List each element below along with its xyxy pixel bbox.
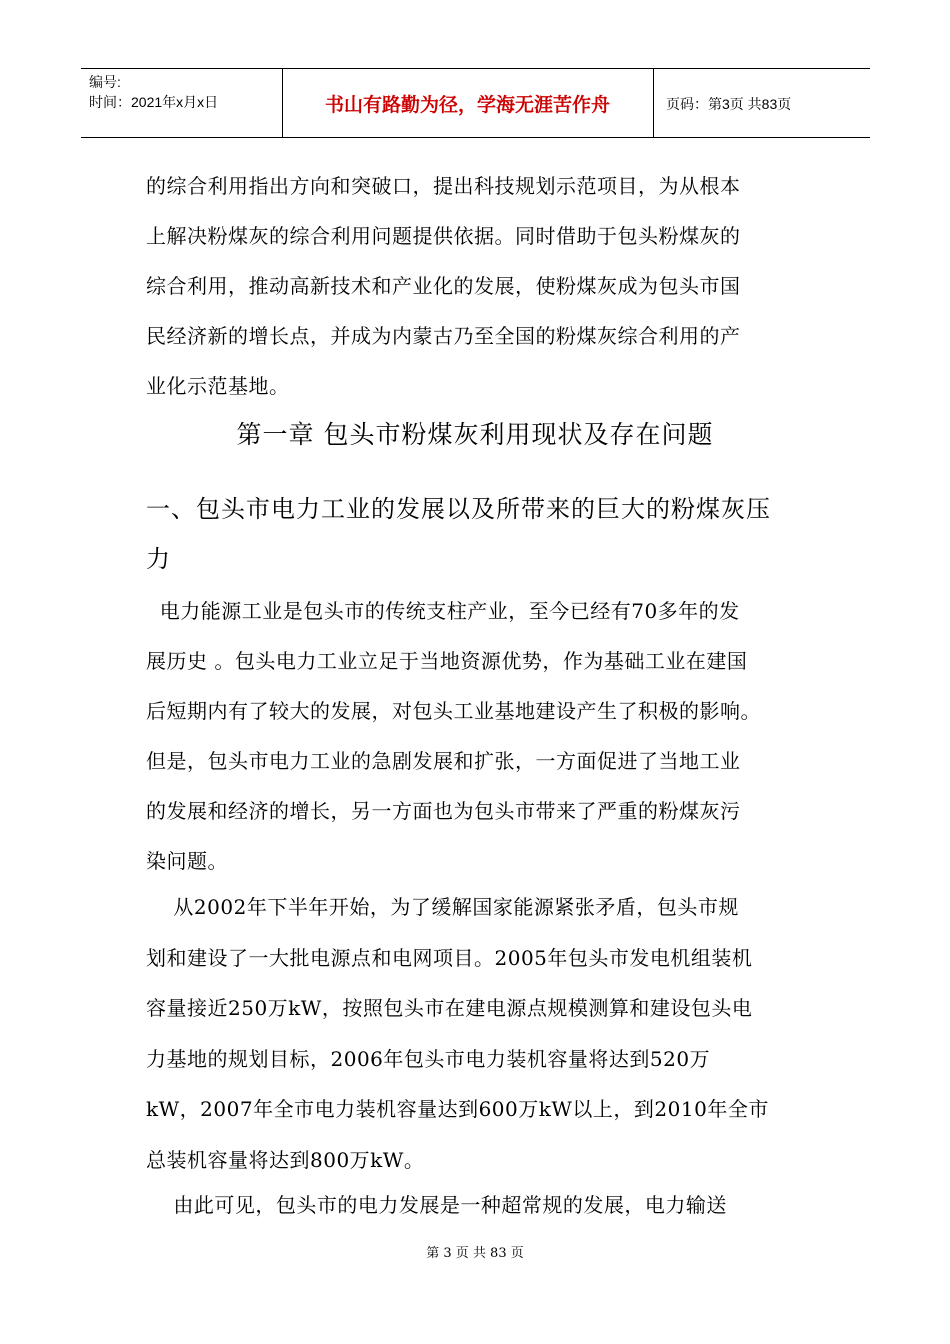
text-line: 综合利用，推动高新技术和产业化的发展，使粉煤灰成为包头市国 — [146, 274, 741, 298]
text-line: 民经济新的增长点，并成为内蒙古乃至全国的粉煤灰综合利用的产 — [146, 324, 741, 348]
paragraph-power-industry — [146, 586, 818, 886]
section-heading — [146, 484, 818, 584]
page-footer: 第 3 页 共 83 页 — [426, 1246, 524, 1261]
text-line: 总装机容量将达到800万kW。 — [146, 1147, 425, 1172]
chapter-title: 第一章 包头市粉煤灰利用现状及存在问题 — [236, 420, 714, 449]
text-line: 上解决粉煤灰的综合利用问题提供依据。同时借助于包头粉煤灰的 — [146, 224, 741, 248]
header-page-info: 页码：第3页 共83页 — [666, 96, 792, 112]
text-line: 由此可见，包头市的电力发展是一种超常规的发展，电力输送 — [146, 1193, 727, 1217]
text-line: 的综合利用指出方向和突破口，提出科技规划示范项目，为从根本 — [146, 174, 741, 198]
section-heading-line: 力 — [146, 545, 171, 573]
header-divider — [653, 69, 654, 137]
paragraph-capacity-growth — [146, 882, 818, 1185]
document-number-label: 编号: — [89, 74, 121, 90]
text-line: 业化示范基地。 — [146, 374, 290, 398]
paragraph-conclusion — [146, 1180, 818, 1230]
text-line: 电力能源工业是包头市的传统支柱产业，至今已经有70多年的发 — [146, 599, 740, 623]
header-meta — [89, 72, 218, 112]
text-line: 划和建设了一大批电源点和电网项目。2005年包头市发电机组装机 — [146, 945, 753, 970]
text-line: 但是，包头市电力工业的急剧发展和扩张，一方面促进了当地工业 — [146, 749, 741, 773]
text-line: 染问题。 — [146, 849, 228, 873]
document-date: 时间：2021年x月x日 — [89, 94, 219, 110]
section-heading-line: 一、包头市电力工业的发展以及所带来的巨大的粉煤灰压 — [146, 495, 771, 523]
paragraph-intro-continuation — [146, 161, 818, 411]
header-motto: 书山有路勤为径，学海无涯苦作舟 — [324, 93, 610, 116]
text-line: 的发展和经济的增长，另一方面也为包头市带来了严重的粉煤灰污 — [146, 799, 741, 823]
text-line: 力基地的规划目标，2006年包头市电力装机容量将达到520万 — [146, 1046, 711, 1071]
text-line: 后短期内有了较大的发展，对包头工业基地建设产生了积极的影响。 — [146, 699, 761, 723]
page-header — [81, 68, 870, 138]
text-line: 从2002年下半年开始，为了缓解国家能源紧张矛盾，包头市规 — [146, 895, 739, 919]
text-line: kW，2007年全市电力装机容量达到600万kW以上，到2010年全市 — [146, 1097, 769, 1121]
text-line: 展历史 。包头电力工业立足于当地资源优势，作为基础工业在建国 — [146, 649, 748, 673]
text-line: 容量接近250万kW，按照包头市在建电源点规模测算和建设包头电 — [146, 996, 753, 1020]
